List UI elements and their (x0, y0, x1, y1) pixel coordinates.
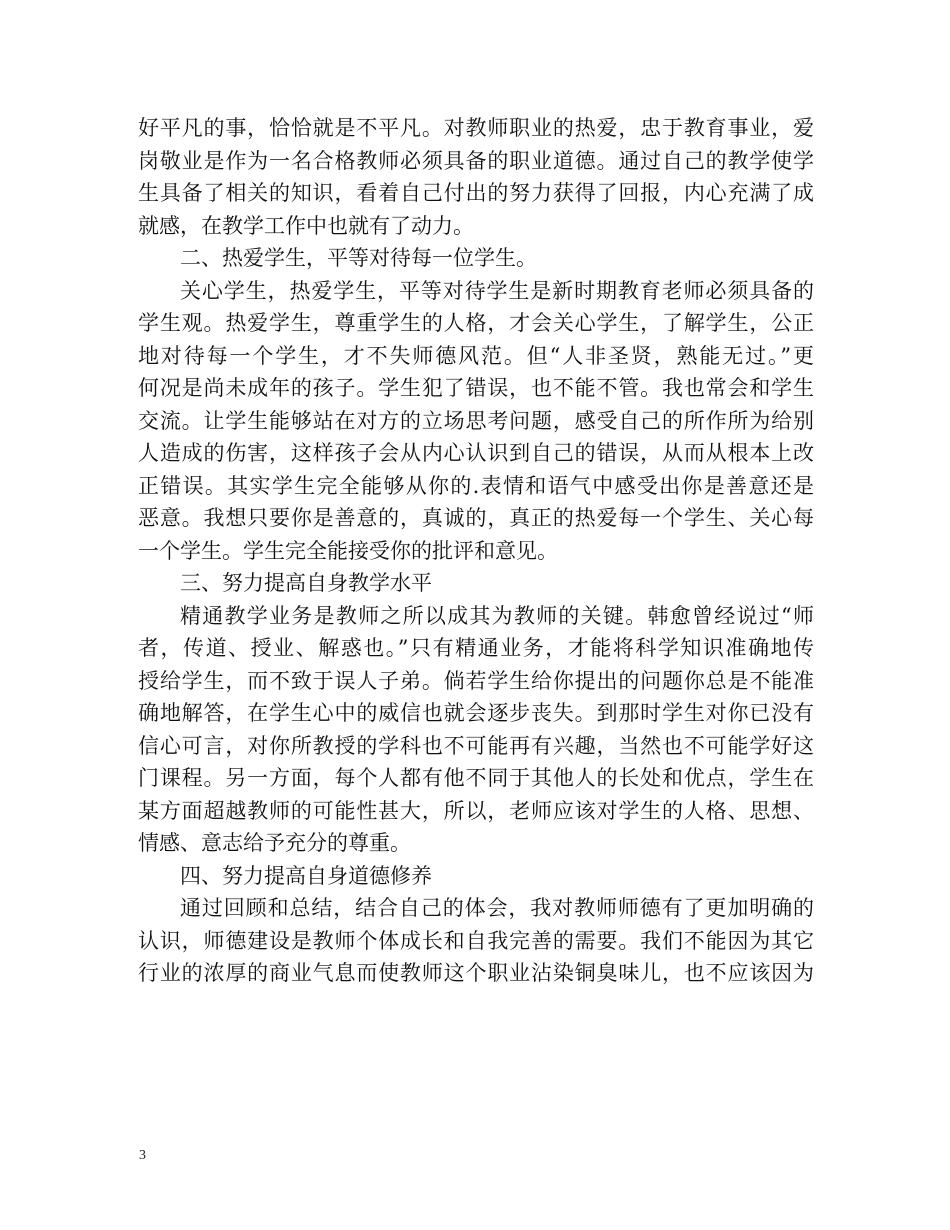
text-line: 何况是尚未成年的孩子。学生犯了错误，也不能不管。我也常会和学生 (138, 376, 814, 400)
text-line: 学生观。热爱学生，尊重学生的人格，才会关心学生，了解学生，公正 (138, 311, 814, 335)
text-line: 一个学生。学生完全能接受你的批评和意见。 (138, 538, 558, 563)
text-line: 就感，在教学工作中也就有了动力。 (138, 213, 474, 238)
text-line: 门课程。另一方面，每个人都有他不同于其他人的长处和优点，学生在 (138, 766, 814, 790)
body-text (138, 112, 814, 990)
page-number: 3 (139, 1148, 146, 1163)
section-heading: 二、热爱学生，平等对待每一位学生。 (180, 246, 537, 270)
section-heading: 四、努力提高自身道德修养 (180, 863, 432, 888)
text-line: 确地解答，在学生心中的威信也就会逐步丧失。到那时学生对你已没有 (138, 701, 814, 725)
text-line: 精通教学业务是教师之所以成其为教师的关键。韩愈曾经说过“师 (180, 603, 814, 628)
text-line: 恶意。我想只要你是善意的，真诚的，真正的热爱每一个学生、关心每 (138, 506, 814, 530)
section-heading: 三、努力提高自身教学水平 (180, 571, 432, 595)
text-line: 授给学生，而不致于误人子弟。倘若学生给你提出的问题你总是不能准 (138, 668, 814, 693)
text-line: 好平凡的事，恰恰就是不平凡。对教师职业的热爱，忠于教育事业，爱 (138, 116, 814, 140)
text-line: 行业的浓厚的商业气息而使教师这个职业沾染铜臭味儿，也不应该因为 (138, 961, 814, 985)
text-line: 人造成的伤害，这样孩子会从内心认识到自己的错误，从而从根本上改 (138, 441, 814, 465)
text-line: 关心学生，热爱学生，平等对待学生是新时期教育老师必须具备的 (180, 278, 814, 303)
text-line: 生具备了相关的知识，看着自己付出的努力获得了回报，内心充满了成 (138, 181, 814, 205)
text-line: 者，传道、授业、解惑也。”只有精通业务，才能将科学知识准确地传 (138, 636, 814, 660)
text-line: 认识，师德建设是教师个体成长和自我完善的需要。我们不能因为其它 (138, 928, 814, 953)
text-line: 岗敬业是作为一名合格教师必须具备的职业道德。通过自己的教学使学 (138, 148, 814, 173)
text-line: 某方面超越教师的可能性甚大，所以，老师应该对学生的人格、思想、 (138, 798, 814, 823)
text-line: 地对待每一个学生，才不失师德风范。但“人非圣贤，熟能无过。”更 (138, 343, 814, 368)
text-line: 情感、意志给予充分的尊重。 (138, 831, 411, 855)
text-line: 交流。让学生能够站在对方的立场思考问题，感受自己的所作所为给别 (138, 408, 814, 433)
text-line: 通过回顾和总结，结合自己的体会，我对教师师德有了更加明确的 (180, 896, 814, 920)
text-line: 正错误。其实学生完全能够从你的.表情和语气中感受出你是善意还是 (138, 473, 814, 498)
text-line: 信心可言，对你所教授的学科也不可能再有兴趣，当然也不可能学好这 (138, 733, 814, 758)
